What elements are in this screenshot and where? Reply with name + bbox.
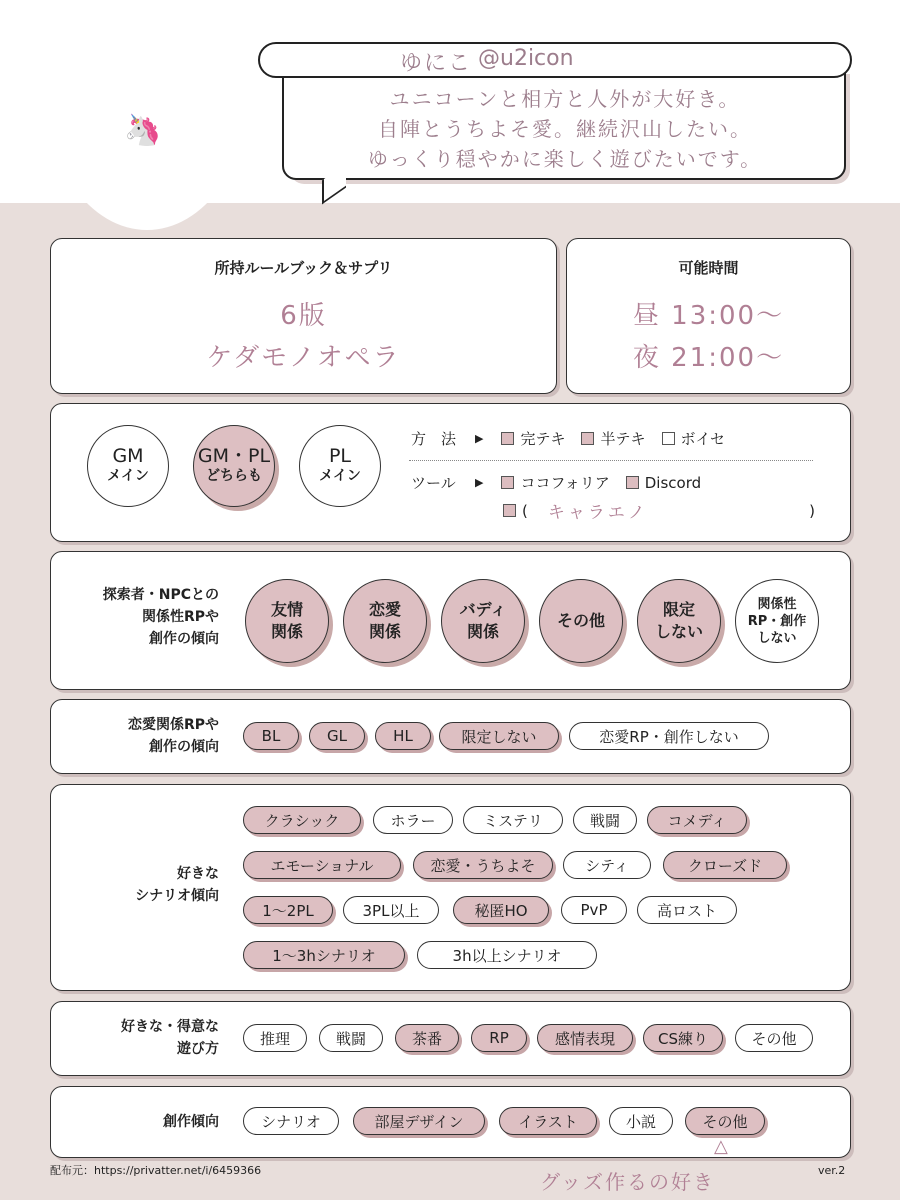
play-deduction[interactable]: 推理 bbox=[243, 1024, 307, 1052]
hours-item: 昼 13:00〜 bbox=[632, 301, 785, 331]
option-line: 関係 bbox=[466, 622, 499, 641]
romance-unlimited[interactable]: 限定しない bbox=[439, 722, 559, 750]
scenario-romance[interactable]: 恋愛・うちよそ bbox=[413, 851, 553, 879]
checkbox[interactable] bbox=[503, 504, 516, 517]
option-line: 恋愛 bbox=[368, 600, 401, 619]
option-line: しない bbox=[654, 622, 703, 641]
role-bottom: メイン bbox=[107, 468, 149, 484]
tool-row bbox=[411, 472, 701, 493]
creation-annotation: グッズ作るの好き bbox=[540, 1170, 715, 1194]
play-emotion[interactable]: 感情表現 bbox=[537, 1024, 633, 1052]
creation-novel[interactable]: 小説 bbox=[609, 1107, 673, 1135]
scenario-1-3h[interactable]: 1〜3hシナリオ bbox=[243, 941, 405, 969]
checkbox[interactable] bbox=[501, 476, 514, 489]
playstyle-card bbox=[50, 1001, 851, 1076]
role-card bbox=[50, 403, 851, 542]
creation-room-design[interactable]: 部屋デザイン bbox=[353, 1107, 485, 1135]
checkbox[interactable] bbox=[626, 476, 639, 489]
romance-hl[interactable]: HL bbox=[375, 722, 431, 750]
option-line: その他 bbox=[556, 611, 605, 630]
label-line: 創作の傾向 bbox=[149, 739, 219, 755]
relationship-other[interactable] bbox=[539, 579, 623, 663]
option-line: バディ bbox=[459, 600, 507, 619]
romance-card bbox=[50, 699, 851, 774]
hours-title: 可能時間 bbox=[678, 259, 739, 277]
label-line: 遊び方 bbox=[177, 1041, 219, 1057]
scenario-3h-plus[interactable]: 3h以上シナリオ bbox=[417, 941, 597, 969]
scenario-secret-ho[interactable]: 秘匿HO bbox=[453, 896, 549, 924]
role-both[interactable] bbox=[193, 425, 275, 507]
scenario-classic[interactable]: クラシック bbox=[243, 806, 361, 834]
profile-name: ゆにこ bbox=[400, 51, 473, 76]
label-line: 創作の傾向 bbox=[149, 631, 219, 647]
relationship-buddy[interactable] bbox=[441, 579, 525, 663]
rulebook-card bbox=[50, 238, 557, 394]
checkbox[interactable] bbox=[581, 432, 594, 445]
option-line: 限定 bbox=[662, 600, 695, 619]
relationship-unlimited[interactable] bbox=[637, 579, 721, 663]
hours-card bbox=[566, 238, 851, 394]
profile-intro bbox=[300, 84, 830, 174]
tool-option: Discord bbox=[644, 473, 702, 492]
scenario-3pl-plus[interactable]: 3PL以上 bbox=[343, 896, 439, 924]
label-line: 探索者・NPCとの bbox=[102, 587, 219, 603]
version-label: ver.2 bbox=[818, 1164, 846, 1177]
play-skit[interactable]: 茶番 bbox=[395, 1024, 459, 1052]
scenario-card bbox=[50, 784, 851, 991]
paren-close: ) bbox=[809, 501, 815, 520]
intro-line: ユニコーンと相方と人外が大好き。 bbox=[389, 87, 741, 111]
method-option: ボイセ bbox=[680, 430, 726, 448]
label-line: 好きな bbox=[177, 866, 219, 882]
relationship-label bbox=[59, 584, 219, 650]
scenario-mystery[interactable]: ミステリ bbox=[463, 806, 563, 834]
profile-handle: @u2icon bbox=[478, 46, 574, 71]
romance-bl[interactable]: BL bbox=[243, 722, 299, 750]
role-gm-main[interactable] bbox=[87, 425, 169, 507]
tool-label: ツール bbox=[411, 474, 456, 492]
playstyle-label bbox=[59, 1016, 219, 1060]
creation-card bbox=[50, 1086, 851, 1158]
option-line: 友情 bbox=[270, 600, 303, 619]
tool-other-value[interactable]: キャラエノ bbox=[547, 503, 648, 523]
creation-scenario[interactable]: シナリオ bbox=[243, 1107, 339, 1135]
romance-gl[interactable]: GL bbox=[309, 722, 365, 750]
method-label: 方 法 bbox=[411, 430, 457, 448]
hours-item: 夜 21:00〜 bbox=[632, 343, 785, 373]
arrow-icon: ▶ bbox=[475, 476, 484, 489]
relationship-none[interactable] bbox=[735, 579, 819, 663]
dotted-divider bbox=[409, 460, 813, 461]
scenario-high-lost[interactable]: 高ロスト bbox=[637, 896, 737, 924]
option-line: しない bbox=[757, 630, 797, 646]
label-line: 恋愛関係RPや bbox=[127, 717, 219, 733]
rulebook-title: 所持ルールブック＆サプリ bbox=[214, 259, 393, 277]
romance-none[interactable]: 恋愛RP・創作しない bbox=[569, 722, 769, 750]
creation-other[interactable]: その他 bbox=[685, 1107, 765, 1135]
scenario-horror[interactable]: ホラー bbox=[373, 806, 453, 834]
intro-line: 自陣とうちよそ愛。継続沢山したい。 bbox=[378, 117, 752, 141]
creation-label: 創作傾向 bbox=[163, 1114, 219, 1130]
relationship-card bbox=[50, 551, 851, 690]
scenario-city[interactable]: シティ bbox=[563, 851, 651, 879]
method-option: 半テキ bbox=[600, 430, 646, 448]
tool-option: ココフォリア bbox=[520, 474, 610, 492]
scenario-label bbox=[59, 863, 219, 907]
label-line: 関係性RPや bbox=[141, 609, 219, 625]
rulebook-item: ケダモノオペラ bbox=[206, 343, 401, 373]
option-line: 関係 bbox=[270, 622, 303, 641]
checkbox[interactable] bbox=[501, 432, 514, 445]
arrow-icon: ▶ bbox=[475, 432, 484, 445]
option-line: 関係性 bbox=[757, 596, 797, 612]
paren-open: ( bbox=[522, 501, 528, 520]
scenario-1-2pl[interactable]: 1〜2PL bbox=[243, 896, 333, 924]
role-bottom: メイン bbox=[319, 468, 361, 484]
play-battle[interactable]: 戦闘 bbox=[319, 1024, 383, 1052]
relationship-friendship[interactable] bbox=[245, 579, 329, 663]
scenario-pvp[interactable]: PvP bbox=[561, 896, 627, 924]
scenario-closed[interactable]: クローズド bbox=[663, 851, 787, 879]
scenario-emotional[interactable]: エモーショナル bbox=[243, 851, 401, 879]
role-bottom: どちらも bbox=[206, 468, 262, 484]
role-top: GM・PL bbox=[197, 445, 271, 467]
scenario-comedy[interactable]: コメディ bbox=[647, 806, 747, 834]
tool-other-row bbox=[503, 498, 815, 523]
method-option: 完テキ bbox=[520, 430, 566, 448]
source-credit[interactable]: 配布元：https://privatter.net/i/6459366 bbox=[50, 1164, 262, 1177]
rulebook-item: 6版 bbox=[280, 301, 327, 331]
play-cs[interactable]: CS練り bbox=[643, 1024, 723, 1052]
label-line: 好きな・得意な bbox=[121, 1019, 219, 1035]
play-rp[interactable]: RP bbox=[471, 1024, 527, 1052]
unicorn-icon: 🦄 bbox=[124, 113, 162, 148]
intro-line: ゆっくり穏やかに楽しく遊びたいです。 bbox=[367, 147, 763, 171]
role-pl-main[interactable] bbox=[299, 425, 381, 507]
play-other[interactable]: その他 bbox=[735, 1024, 813, 1052]
checkbox[interactable] bbox=[662, 432, 675, 445]
option-line: 関係 bbox=[368, 622, 401, 641]
scenario-battle[interactable]: 戦闘 bbox=[573, 806, 637, 834]
romance-label bbox=[59, 714, 219, 758]
option-line: RP・創作 bbox=[747, 613, 807, 629]
method-row bbox=[411, 428, 725, 449]
role-top: GM bbox=[112, 445, 144, 467]
label-line: シナリオ傾向 bbox=[135, 888, 219, 904]
annotation-arrow-icon: △ bbox=[714, 1136, 730, 1157]
role-top: PL bbox=[328, 445, 352, 467]
relationship-romance[interactable] bbox=[343, 579, 427, 663]
creation-illustration[interactable]: イラスト bbox=[499, 1107, 597, 1135]
